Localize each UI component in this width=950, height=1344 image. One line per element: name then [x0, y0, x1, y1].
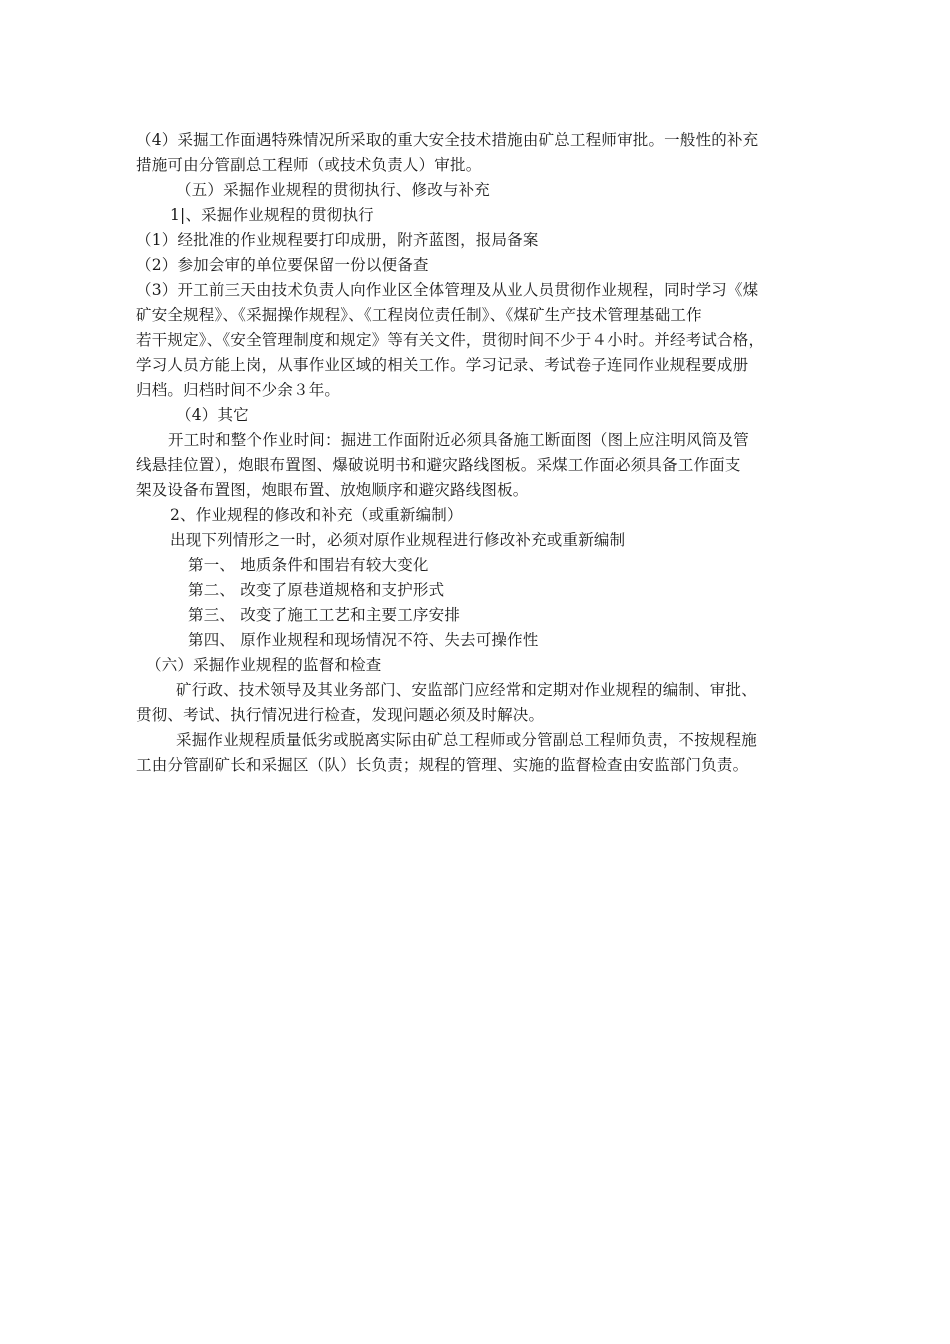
- text-line-15: 架及设备布置图，炮眼布置、放炮顺序和避灾路线图板。: [136, 481, 529, 499]
- section-heading-6: （六）采掘作业规程的监督和检查: [146, 656, 382, 674]
- text-line-1: （4）采掘工作面遇特殊情况所采取的重大安全技术措施由矿总工程师审批。一般性的补充: [136, 131, 759, 149]
- subsection-heading-2: 2、作业规程的修改和补充（或重新编制）: [170, 506, 463, 524]
- text-line-17: 出现下列情形之一时，必须对原作业规程进行修改补充或重新编制: [170, 531, 626, 549]
- section-heading-5: （五）采掘作业规程的贯彻执行、修改与补充: [176, 181, 491, 199]
- text-line-14: 线悬挂位置），炮眼布置图、爆破说明书和避灾路线图板。采煤工作面必须具备工作面支: [136, 456, 741, 474]
- text-line-7: （3）开工前三天由技术负责人向作业区全体管理及从业人员贯彻作业规程，同时学习《煤: [136, 281, 759, 299]
- text-line-24: 贯彻、考试、执行情况进行检查，发现问题必须及时解决。: [136, 706, 545, 724]
- subsection-heading-1: 1|、采掘作业规程的贯彻执行: [170, 206, 374, 224]
- item-heading-4: （4）其它: [176, 406, 249, 424]
- text-line-6: （2）参加会审的单位要保留一份以便备查: [136, 256, 429, 274]
- text-line-9: 若干规定》、《安全管理制度和规定》等有关文件，贯彻时间不少于４小时。并经考试合格，: [136, 331, 765, 349]
- text-line-8: 矿安全规程》、《采掘操作规程》、《工程岗位责任制》、《煤矿生产技术管理基础工作: [136, 306, 702, 324]
- text-line-5: （1）经批准的作业规程要打印成册，附齐蓝图，报局备案: [136, 231, 539, 249]
- list-item-1: 第一、 地质条件和围岩有较大变化: [188, 556, 429, 574]
- text-line-25: 采掘作业规程质量低劣或脱离实际由矿总工程师或分管副总工程师负责，不按规程施: [176, 731, 757, 749]
- text-line-10: 学习人员方能上岗，从事作业区域的相关工作。学习记录、考试卷子连同作业规程要成册: [136, 356, 749, 374]
- text-line-23: 矿行政、技术领导及其业务部门、安监部门应经常和定期对作业规程的编制、审批、: [176, 681, 757, 699]
- text-line-13: 开工时和整个作业时间：掘进工作面附近必须具备施工断面图（图上应注明风筒及管: [168, 431, 749, 449]
- text-line-26: 工由分管副矿长和采掘区（队）长负责；规程的管理、实施的监督检查由安监部门负责。: [136, 756, 749, 774]
- text-line-2: 措施可由分管副总工程师（或技术负责人）审批。: [136, 156, 482, 174]
- list-item-2: 第二、 改变了原巷道规格和支护形式: [188, 581, 445, 599]
- list-item-4: 第四、 原作业规程和现场情况不符、失去可操作性: [188, 631, 539, 649]
- list-item-3: 第三、 改变了施工工艺和主要工序安排: [188, 606, 461, 624]
- text-line-11: 归档。归档时间不少余３年。: [136, 381, 341, 399]
